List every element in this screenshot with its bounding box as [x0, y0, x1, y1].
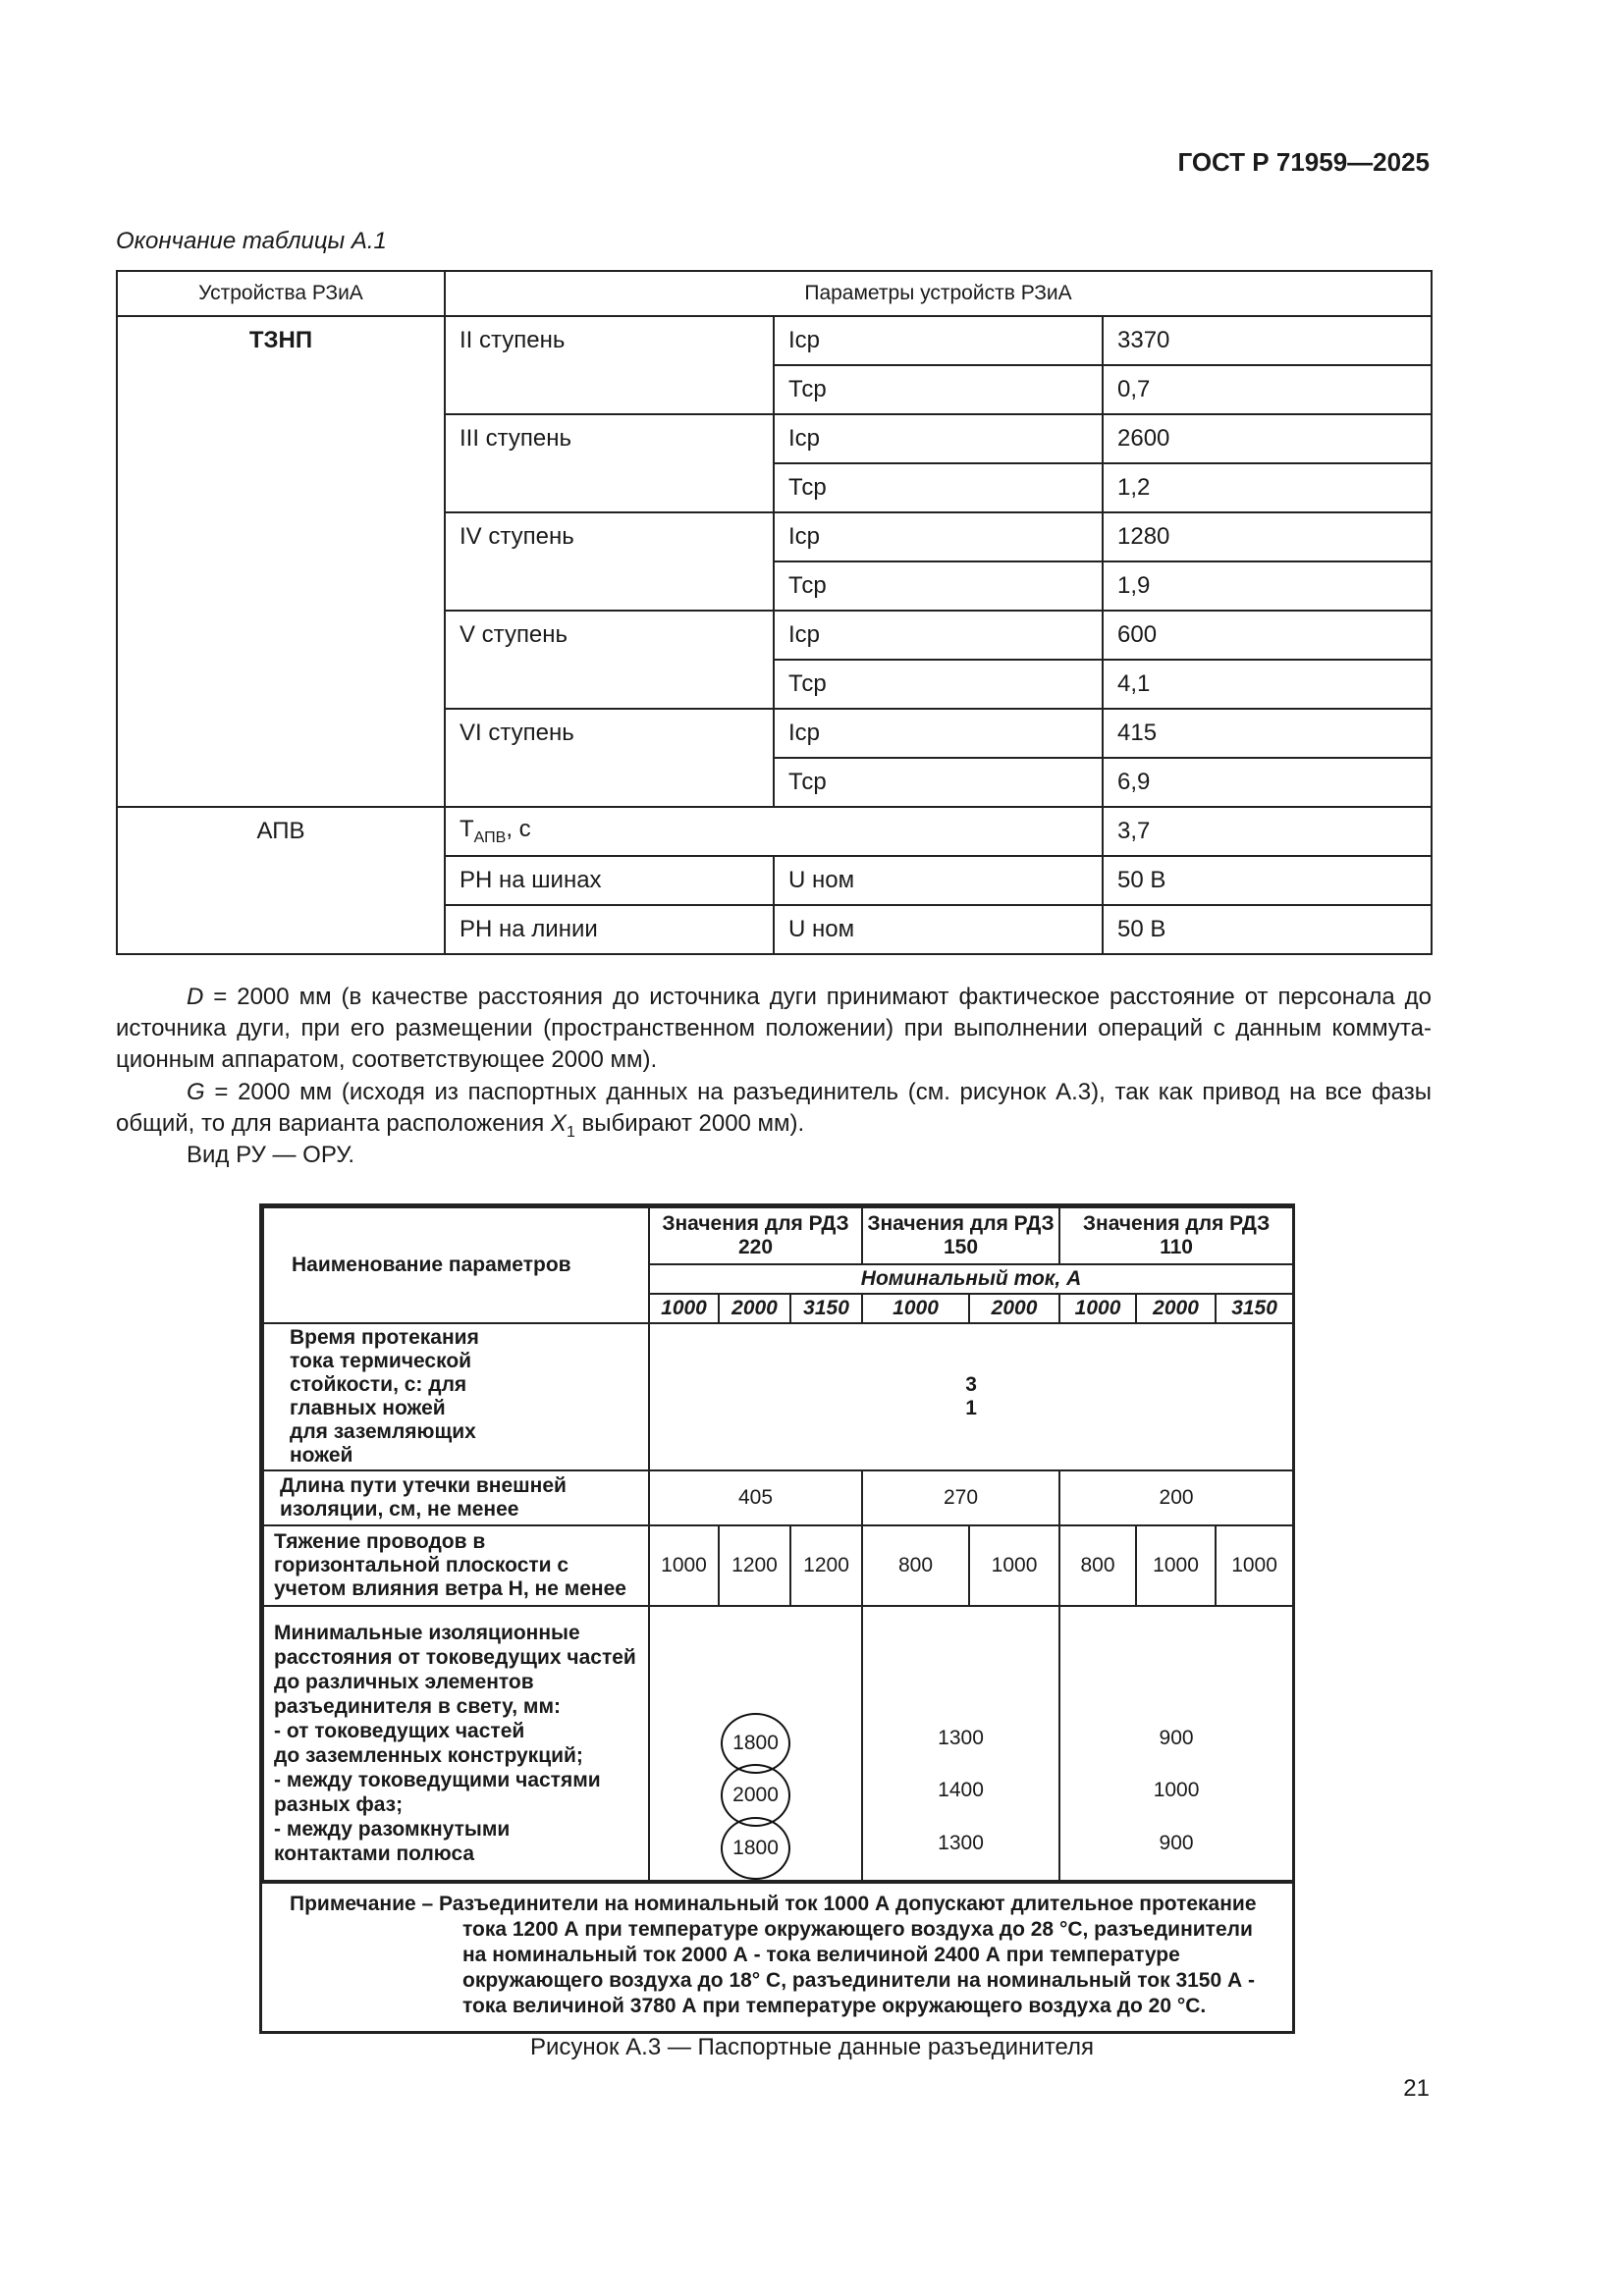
param-name: Тср — [774, 660, 1103, 709]
rn-bus-name: РН на шинах — [445, 856, 774, 905]
param-value: 3370 — [1103, 316, 1432, 365]
param-name: Iср — [774, 512, 1103, 561]
current-value: 1000 — [862, 1294, 969, 1323]
x-subscript: 1 — [566, 1123, 575, 1141]
time-row — [263, 1323, 1293, 1470]
header-row — [263, 1207, 1293, 1264]
apv-t-main: Т — [460, 816, 474, 843]
param-value: 0,7 — [1103, 365, 1432, 414]
disconnector-passport-figure — [259, 1203, 1295, 2034]
pull-value: 1000 — [1136, 1525, 1216, 1606]
min-label-line: контактами полюса — [274, 1842, 475, 1865]
param-value: 50 В — [1103, 905, 1432, 954]
disconnector-data-table — [262, 1206, 1294, 1882]
pull-value: 800 — [862, 1525, 969, 1606]
stage-name: III ступень — [445, 414, 774, 512]
pull-value: 1000 — [969, 1525, 1059, 1606]
rn-line-name: РН на линии — [445, 905, 774, 954]
current-value: 2000 — [969, 1294, 1059, 1323]
current-value: 2000 — [719, 1294, 790, 1323]
param-value: 1280 — [1103, 512, 1432, 561]
pull-value: 1200 — [790, 1525, 862, 1606]
note-line: тока 1200 А при температуре окружающего воздуха до 28 °С, разъединители — [462, 1918, 1253, 1941]
rdz150-header: Значения для РДЗ 150 — [862, 1207, 1059, 1264]
col-header-parameters: Параметры устройств РЗиА — [445, 271, 1432, 316]
leak-label: Длина пути утечки внешней изоляции, см, не менее — [263, 1470, 649, 1525]
time-values — [649, 1323, 1293, 1470]
min-label-line: - от токоведущих частей — [274, 1720, 525, 1742]
min-label-line: разъединителя в свету, мм: — [274, 1695, 561, 1718]
rdz220-header: Значения для РДЗ 220 — [649, 1207, 862, 1264]
paragraph-ru-type: Вид РУ — ОРУ. — [187, 1142, 355, 1168]
param-header: Наименование параметров — [263, 1207, 649, 1323]
time-label: Время протекания тока термической стойкости, с: для главных ножей для заземляющих ножей — [263, 1323, 649, 1470]
apv-t-sub: АПВ — [473, 828, 507, 846]
d-text: = 2000 мм (в качестве расстояния до источника дуги принимают фактическое расстояние от персонала до источника дуги, при его размещении (пространственном положении) при выполнении операций с данным коммута-ционным аппаратом, соответствующее 2000 мм). — [116, 984, 1432, 1073]
param-name: Iср — [774, 414, 1103, 463]
param-value: 1,9 — [1103, 561, 1432, 611]
note-line: тока величиной 3780 А при температуре окружающего воздуха до 20 °С. — [462, 1995, 1207, 2017]
stage-name: V ступень — [445, 611, 774, 709]
min-label-line: до заземленных конструкций; — [274, 1744, 583, 1767]
table-row — [117, 316, 1432, 365]
page-number: 21 — [1403, 2075, 1430, 2102]
note-line: Примечание – Разъединители на номинальный ток 1000 А допускают длительное протекание — [290, 1893, 1257, 1915]
min-110 — [1059, 1606, 1293, 1881]
param-value: 6,9 — [1103, 758, 1432, 807]
circled-value: 1800 — [721, 1713, 790, 1774]
min-label-line: до различных элементов — [274, 1671, 534, 1693]
pull-value: 1200 — [719, 1525, 790, 1606]
param-name: U ном — [774, 856, 1103, 905]
pull-label: Тяжение проводов в горизонтальной плоскости с учетом влияния ветра Н, не менее — [263, 1525, 649, 1606]
note-line: на номинальный ток 2000 А - тока величиной 2400 А при температуре — [462, 1944, 1180, 1966]
time-value-main: 3 — [965, 1373, 977, 1396]
param-name: Тср — [774, 758, 1103, 807]
param-name: Тср — [774, 463, 1103, 512]
pull-row — [263, 1525, 1293, 1606]
table-row — [117, 807, 1432, 856]
current-value: 3150 — [790, 1294, 862, 1323]
param-name: Тср — [774, 561, 1103, 611]
min-value: 1300 — [938, 1727, 984, 1749]
param-value: 1,2 — [1103, 463, 1432, 512]
min-value: 1000 — [1153, 1779, 1200, 1801]
figure-caption: Рисунок А.3 — Паспортные данные разъединителя — [529, 2034, 1094, 2060]
param-value: 415 — [1103, 709, 1432, 758]
stage-name: IV ступень — [445, 512, 774, 611]
table-caption: Окончание таблицы А.1 — [116, 228, 387, 254]
stage-name: VI ступень — [445, 709, 774, 807]
time-value-ground: 1 — [965, 1397, 977, 1419]
standard-number: ГОСТ Р 71959—2025 — [1177, 147, 1430, 177]
current-value: 3150 — [1216, 1294, 1293, 1323]
param-name: Iср — [774, 316, 1103, 365]
x-variable: X — [550, 1110, 567, 1137]
apv-time-label — [445, 807, 1103, 856]
paragraph-g — [116, 1077, 1432, 1148]
device-apv: АПВ — [117, 807, 445, 954]
leak-110: 200 — [1059, 1470, 1293, 1525]
pull-value: 1000 — [1216, 1525, 1293, 1606]
min-label-line: - между разомкнутыми — [274, 1818, 511, 1841]
param-name: Iср — [774, 709, 1103, 758]
note-line: окружающего воздуха до 18° С, разъединители на номинальный ток 3150 А - — [462, 1969, 1255, 1992]
param-value: 3,7 — [1103, 807, 1432, 856]
figure-note — [262, 1882, 1292, 2031]
min-220 — [649, 1606, 862, 1881]
current-value: 1000 — [649, 1294, 719, 1323]
device-tznp: ТЗНП — [117, 316, 445, 807]
table-header-row — [117, 271, 1432, 316]
current-value: 1000 — [1059, 1294, 1136, 1323]
leak-row — [263, 1470, 1293, 1525]
current-value: 2000 — [1136, 1294, 1216, 1323]
rdz110-header: Значения для РДЗ 110 — [1059, 1207, 1293, 1264]
pull-value: 800 — [1059, 1525, 1136, 1606]
circled-value: 2000 — [721, 1764, 790, 1827]
min-value: 900 — [1159, 1727, 1194, 1749]
param-value: 2600 — [1103, 414, 1432, 463]
g-text-end: выбирают 2000 мм). — [574, 1110, 805, 1137]
min-label-line: - между токоведущими частями — [274, 1769, 601, 1791]
g-text: = 2000 мм (исходя из паспортных данных на разъединитель (см. рисунок А.3), так как привод на все фазы общий, то для варианта расположения — [116, 1079, 1432, 1137]
param-name: Iср — [774, 611, 1103, 660]
g-variable: G — [187, 1079, 205, 1105]
param-name: U ном — [774, 905, 1103, 954]
circled-value: 1800 — [721, 1817, 790, 1880]
protection-parameters-table — [116, 270, 1433, 955]
min-distance-row — [263, 1606, 1293, 1881]
min-distance-label — [263, 1606, 649, 1881]
param-value: 600 — [1103, 611, 1432, 660]
leak-220: 405 — [649, 1470, 862, 1525]
min-label-line: Минимальные изоляционные — [274, 1622, 580, 1644]
stage-name: II ступень — [445, 316, 774, 414]
nominal-current-header: Номинальный ток, А — [649, 1264, 1293, 1294]
min-value: 1300 — [938, 1832, 984, 1854]
param-value: 50 В — [1103, 856, 1432, 905]
apv-t-suffix: , с — [506, 816, 531, 843]
d-variable: D — [187, 984, 204, 1010]
min-150 — [862, 1606, 1059, 1881]
param-name: Тср — [774, 365, 1103, 414]
min-label-line: разных фаз; — [274, 1793, 404, 1816]
leak-150: 270 — [862, 1470, 1059, 1525]
pull-value: 1000 — [649, 1525, 719, 1606]
paragraph-d — [116, 982, 1432, 1076]
col-header-devices: Устройства РЗиА — [117, 271, 445, 316]
param-value: 4,1 — [1103, 660, 1432, 709]
min-value: 900 — [1159, 1832, 1194, 1854]
min-value: 1400 — [938, 1779, 984, 1801]
min-label-line: расстояния от токоведущих частей — [274, 1646, 636, 1669]
